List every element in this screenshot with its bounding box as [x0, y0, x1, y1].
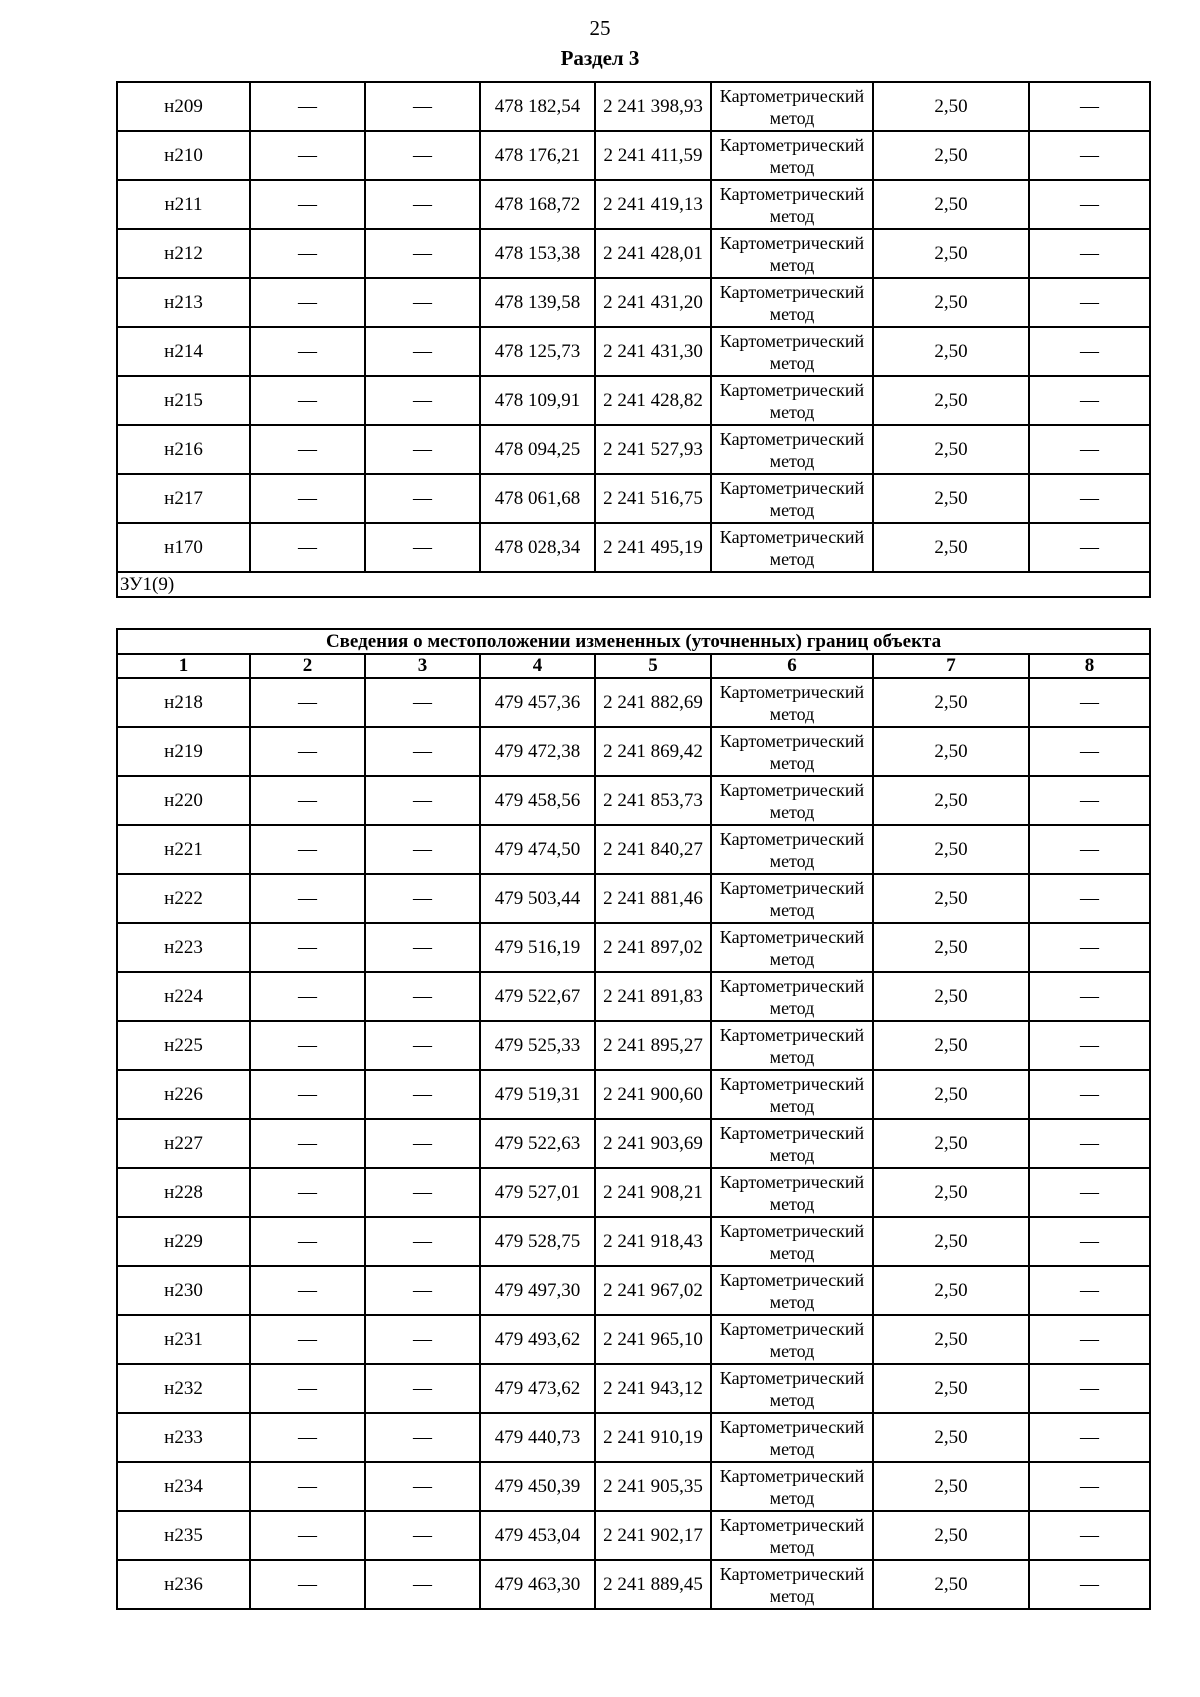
description-cell: — — [1029, 776, 1150, 825]
y-coordinate-cell: 2 241 889,45 — [595, 1560, 711, 1609]
empty-x-cell: — — [250, 1462, 365, 1511]
x-coordinate-cell: 479 525,33 — [480, 1021, 595, 1070]
empty-x-cell: — — [250, 1168, 365, 1217]
y-coordinate-cell: 2 241 900,60 — [595, 1070, 711, 1119]
empty-y-cell: — — [365, 972, 480, 1021]
description-cell: — — [1029, 1168, 1150, 1217]
y-coordinate-cell: 2 241 516,75 — [595, 474, 711, 523]
accuracy-cell: 2,50 — [873, 1364, 1029, 1413]
description-cell: — — [1029, 727, 1150, 776]
empty-x-cell: — — [250, 923, 365, 972]
y-coordinate-cell: 2 241 882,69 — [595, 678, 711, 727]
accuracy-cell: 2,50 — [873, 474, 1029, 523]
method-cell: Картометрический метод — [711, 923, 873, 972]
point-name-cell: н232 — [117, 1364, 250, 1413]
table-2-body — [117, 678, 1150, 1609]
point-name-cell: н229 — [117, 1217, 250, 1266]
table-row — [117, 1168, 1150, 1217]
empty-y-cell: — — [365, 1119, 480, 1168]
y-coordinate-cell: 2 241 902,17 — [595, 1511, 711, 1560]
accuracy-cell: 2,50 — [873, 776, 1029, 825]
empty-x-cell: — — [250, 523, 365, 572]
description-cell: — — [1029, 278, 1150, 327]
accuracy-cell: 2,50 — [873, 923, 1029, 972]
description-cell: — — [1029, 1315, 1150, 1364]
empty-y-cell: — — [365, 1413, 480, 1462]
point-name-cell: н235 — [117, 1511, 250, 1560]
empty-x-cell: — — [250, 1511, 365, 1560]
description-cell: — — [1029, 131, 1150, 180]
y-coordinate-cell: 2 241 897,02 — [595, 923, 711, 972]
y-coordinate-cell: 2 241 967,02 — [595, 1266, 711, 1315]
point-name-cell: н216 — [117, 425, 250, 474]
table-row — [117, 972, 1150, 1021]
y-coordinate-cell: 2 241 853,73 — [595, 776, 711, 825]
method-cell: Картометрический метод — [711, 874, 873, 923]
x-coordinate-cell: 479 522,63 — [480, 1119, 595, 1168]
x-coordinate-cell: 479 463,30 — [480, 1560, 595, 1609]
description-cell: — — [1029, 1266, 1150, 1315]
x-coordinate-cell: 479 453,04 — [480, 1511, 595, 1560]
y-coordinate-cell: 2 241 419,13 — [595, 180, 711, 229]
x-coordinate-cell: 479 519,31 — [480, 1070, 595, 1119]
table-row — [117, 1217, 1150, 1266]
y-coordinate-cell: 2 241 895,27 — [595, 1021, 711, 1070]
description-cell: — — [1029, 474, 1150, 523]
column-number: 5 — [595, 654, 711, 678]
empty-x-cell: — — [250, 131, 365, 180]
empty-y-cell: — — [365, 678, 480, 727]
x-coordinate-cell: 479 457,36 — [480, 678, 595, 727]
point-name-cell: н223 — [117, 923, 250, 972]
table-row — [117, 278, 1150, 327]
empty-x-cell: — — [250, 972, 365, 1021]
point-name-cell: н230 — [117, 1266, 250, 1315]
method-cell: Картометрический метод — [711, 776, 873, 825]
empty-x-cell: — — [250, 425, 365, 474]
accuracy-cell: 2,50 — [873, 825, 1029, 874]
table-row — [117, 1315, 1150, 1364]
y-coordinate-cell: 2 241 495,19 — [595, 523, 711, 572]
x-coordinate-cell: 478 125,73 — [480, 327, 595, 376]
x-coordinate-cell: 479 450,39 — [480, 1462, 595, 1511]
empty-y-cell: — — [365, 1021, 480, 1070]
accuracy-cell: 2,50 — [873, 131, 1029, 180]
empty-x-cell: — — [250, 278, 365, 327]
accuracy-cell: 2,50 — [873, 425, 1029, 474]
method-cell: Картометрический метод — [711, 1364, 873, 1413]
empty-y-cell: — — [365, 1315, 480, 1364]
y-coordinate-cell: 2 241 869,42 — [595, 727, 711, 776]
x-coordinate-cell: 478 094,25 — [480, 425, 595, 474]
x-coordinate-cell: 478 139,58 — [480, 278, 595, 327]
accuracy-cell: 2,50 — [873, 1168, 1029, 1217]
table-row — [117, 474, 1150, 523]
method-cell: Картометрический метод — [711, 727, 873, 776]
point-name-cell: н211 — [117, 180, 250, 229]
table-row — [117, 425, 1150, 474]
method-cell: Картометрический метод — [711, 327, 873, 376]
x-coordinate-cell: 479 503,44 — [480, 874, 595, 923]
empty-x-cell: — — [250, 874, 365, 923]
parcel-label: ЗУ1(9) — [117, 572, 1150, 597]
description-cell: — — [1029, 180, 1150, 229]
accuracy-cell: 2,50 — [873, 327, 1029, 376]
method-cell: Картометрический метод — [711, 1021, 873, 1070]
empty-y-cell: — — [365, 82, 480, 131]
empty-x-cell: — — [250, 1413, 365, 1462]
point-name-cell: н217 — [117, 474, 250, 523]
accuracy-cell: 2,50 — [873, 1266, 1029, 1315]
empty-x-cell: — — [250, 1021, 365, 1070]
description-cell: — — [1029, 82, 1150, 131]
empty-x-cell: — — [250, 1364, 365, 1413]
coordinates-table-1 — [116, 81, 1151, 598]
y-coordinate-cell: 2 241 881,46 — [595, 874, 711, 923]
method-cell: Картометрический метод — [711, 678, 873, 727]
table-row — [117, 1021, 1150, 1070]
method-cell: Картометрический метод — [711, 1413, 873, 1462]
table-row — [117, 131, 1150, 180]
description-cell: — — [1029, 376, 1150, 425]
x-coordinate-cell: 478 061,68 — [480, 474, 595, 523]
method-cell: Картометрический метод — [711, 1217, 873, 1266]
y-coordinate-cell: 2 241 905,35 — [595, 1462, 711, 1511]
table-row — [117, 1070, 1150, 1119]
table-row — [117, 180, 1150, 229]
empty-y-cell: — — [365, 425, 480, 474]
accuracy-cell: 2,50 — [873, 1511, 1029, 1560]
table-row — [117, 825, 1150, 874]
method-cell: Картометрический метод — [711, 1462, 873, 1511]
table-2-caption: Сведения о местоположении измененных (уточненных) границ объекта — [117, 629, 1150, 654]
table-row — [117, 1511, 1150, 1560]
table-row — [117, 229, 1150, 278]
point-name-cell: н236 — [117, 1560, 250, 1609]
point-name-cell: н220 — [117, 776, 250, 825]
description-cell: — — [1029, 923, 1150, 972]
description-cell: — — [1029, 327, 1150, 376]
empty-x-cell: — — [250, 1119, 365, 1168]
empty-x-cell: — — [250, 1070, 365, 1119]
table-row — [117, 1266, 1150, 1315]
description-cell: — — [1029, 874, 1150, 923]
empty-y-cell: — — [365, 278, 480, 327]
method-cell: Картометрический метод — [711, 1560, 873, 1609]
method-cell: Картометрический метод — [711, 1168, 873, 1217]
table-row — [117, 1119, 1150, 1168]
method-cell: Картометрический метод — [711, 180, 873, 229]
empty-y-cell: — — [365, 727, 480, 776]
y-coordinate-cell: 2 241 891,83 — [595, 972, 711, 1021]
method-cell: Картометрический метод — [711, 131, 873, 180]
point-name-cell: н219 — [117, 727, 250, 776]
accuracy-cell: 2,50 — [873, 278, 1029, 327]
method-cell: Картометрический метод — [711, 474, 873, 523]
accuracy-cell: 2,50 — [873, 727, 1029, 776]
description-cell: — — [1029, 972, 1150, 1021]
x-coordinate-cell: 479 497,30 — [480, 1266, 595, 1315]
table-row — [117, 727, 1150, 776]
accuracy-cell: 2,50 — [873, 229, 1029, 278]
empty-y-cell: — — [365, 376, 480, 425]
point-name-cell: н209 — [117, 82, 250, 131]
empty-y-cell: — — [365, 874, 480, 923]
y-coordinate-cell: 2 241 910,19 — [595, 1413, 711, 1462]
y-coordinate-cell: 2 241 428,82 — [595, 376, 711, 425]
point-name-cell: н212 — [117, 229, 250, 278]
description-cell: — — [1029, 1217, 1150, 1266]
point-name-cell: н231 — [117, 1315, 250, 1364]
accuracy-cell: 2,50 — [873, 1413, 1029, 1462]
y-coordinate-cell: 2 241 527,93 — [595, 425, 711, 474]
x-coordinate-cell: 479 458,56 — [480, 776, 595, 825]
empty-y-cell: — — [365, 1168, 480, 1217]
empty-y-cell: — — [365, 1364, 480, 1413]
empty-y-cell: — — [365, 923, 480, 972]
empty-y-cell: — — [365, 523, 480, 572]
empty-y-cell: — — [365, 229, 480, 278]
table-row — [117, 678, 1150, 727]
description-cell: — — [1029, 1070, 1150, 1119]
empty-x-cell: — — [250, 1560, 365, 1609]
x-coordinate-cell: 478 153,38 — [480, 229, 595, 278]
accuracy-cell: 2,50 — [873, 1119, 1029, 1168]
y-coordinate-cell: 2 241 965,10 — [595, 1315, 711, 1364]
column-number: 2 — [250, 654, 365, 678]
table-row — [117, 82, 1150, 131]
x-coordinate-cell: 479 440,73 — [480, 1413, 595, 1462]
point-name-cell: н228 — [117, 1168, 250, 1217]
empty-y-cell: — — [365, 1560, 480, 1609]
method-cell: Картометрический метод — [711, 425, 873, 474]
description-cell: — — [1029, 523, 1150, 572]
empty-x-cell: — — [250, 327, 365, 376]
method-cell: Картометрический метод — [711, 523, 873, 572]
point-name-cell: н222 — [117, 874, 250, 923]
point-name-cell: н224 — [117, 972, 250, 1021]
accuracy-cell: 2,50 — [873, 1217, 1029, 1266]
empty-x-cell: — — [250, 1266, 365, 1315]
table-2-caption-row — [117, 629, 1150, 654]
table-row — [117, 874, 1150, 923]
y-coordinate-cell: 2 241 428,01 — [595, 229, 711, 278]
accuracy-cell: 2,50 — [873, 376, 1029, 425]
empty-y-cell: — — [365, 474, 480, 523]
accuracy-cell: 2,50 — [873, 180, 1029, 229]
x-coordinate-cell: 479 527,01 — [480, 1168, 595, 1217]
description-cell: — — [1029, 425, 1150, 474]
column-number-row — [117, 654, 1150, 678]
accuracy-cell: 2,50 — [873, 523, 1029, 572]
y-coordinate-cell: 2 241 903,69 — [595, 1119, 711, 1168]
empty-y-cell: — — [365, 1511, 480, 1560]
x-coordinate-cell: 478 168,72 — [480, 180, 595, 229]
empty-x-cell: — — [250, 825, 365, 874]
y-coordinate-cell: 2 241 411,59 — [595, 131, 711, 180]
description-cell: — — [1029, 1462, 1150, 1511]
table-row — [117, 1462, 1150, 1511]
table-row — [117, 327, 1150, 376]
description-cell: — — [1029, 1560, 1150, 1609]
point-name-cell: н227 — [117, 1119, 250, 1168]
accuracy-cell: 2,50 — [873, 1560, 1029, 1609]
empty-y-cell: — — [365, 825, 480, 874]
table-row — [117, 1364, 1150, 1413]
empty-x-cell: — — [250, 229, 365, 278]
table-1-body — [117, 82, 1150, 572]
description-cell: — — [1029, 1413, 1150, 1462]
accuracy-cell: 2,50 — [873, 1070, 1029, 1119]
description-cell: — — [1029, 1021, 1150, 1070]
point-name-cell: н215 — [117, 376, 250, 425]
x-coordinate-cell: 479 472,38 — [480, 727, 595, 776]
point-name-cell: н233 — [117, 1413, 250, 1462]
point-name-cell: н225 — [117, 1021, 250, 1070]
point-name-cell: н226 — [117, 1070, 250, 1119]
description-cell: — — [1029, 1364, 1150, 1413]
method-cell: Картометрический метод — [711, 1119, 873, 1168]
table-row — [117, 1413, 1150, 1462]
table-row — [117, 1560, 1150, 1609]
accuracy-cell: 2,50 — [873, 1315, 1029, 1364]
empty-x-cell: — — [250, 474, 365, 523]
empty-y-cell: — — [365, 1217, 480, 1266]
table-1-footer-row — [117, 572, 1150, 597]
method-cell: Картометрический метод — [711, 1266, 873, 1315]
empty-x-cell: — — [250, 727, 365, 776]
empty-y-cell: — — [365, 1070, 480, 1119]
y-coordinate-cell: 2 241 943,12 — [595, 1364, 711, 1413]
table-row — [117, 923, 1150, 972]
method-cell: Картометрический метод — [711, 1511, 873, 1560]
description-cell: — — [1029, 825, 1150, 874]
point-name-cell: н170 — [117, 523, 250, 572]
empty-x-cell: — — [250, 776, 365, 825]
accuracy-cell: 2,50 — [873, 874, 1029, 923]
page-number: 25 — [589, 16, 611, 40]
method-cell: Картометрический метод — [711, 82, 873, 131]
empty-y-cell: — — [365, 776, 480, 825]
x-coordinate-cell: 479 474,50 — [480, 825, 595, 874]
x-coordinate-cell: 479 493,62 — [480, 1315, 595, 1364]
method-cell: Картометрический метод — [711, 229, 873, 278]
column-number: 1 — [117, 654, 250, 678]
column-number: 4 — [480, 654, 595, 678]
point-name-cell: н214 — [117, 327, 250, 376]
table-row — [117, 776, 1150, 825]
description-cell: — — [1029, 678, 1150, 727]
method-cell: Картометрический метод — [711, 1070, 873, 1119]
x-coordinate-cell: 478 109,91 — [480, 376, 595, 425]
empty-x-cell: — — [250, 376, 365, 425]
table-row — [117, 523, 1150, 572]
point-name-cell: н221 — [117, 825, 250, 874]
accuracy-cell: 2,50 — [873, 1462, 1029, 1511]
description-cell: — — [1029, 1119, 1150, 1168]
point-name-cell: н213 — [117, 278, 250, 327]
empty-y-cell: — — [365, 1266, 480, 1315]
point-name-cell: н210 — [117, 131, 250, 180]
accuracy-cell: 2,50 — [873, 82, 1029, 131]
section-title: Раздел 3 — [560, 46, 640, 70]
column-number: 8 — [1029, 654, 1150, 678]
column-number: 7 — [873, 654, 1029, 678]
point-name-cell: н218 — [117, 678, 250, 727]
y-coordinate-cell: 2 241 918,43 — [595, 1217, 711, 1266]
method-cell: Картометрический метод — [711, 376, 873, 425]
empty-x-cell: — — [250, 82, 365, 131]
x-coordinate-cell: 478 028,34 — [480, 523, 595, 572]
accuracy-cell: 2,50 — [873, 972, 1029, 1021]
x-coordinate-cell: 479 473,62 — [480, 1364, 595, 1413]
method-cell: Картометрический метод — [711, 825, 873, 874]
empty-x-cell: — — [250, 1315, 365, 1364]
x-coordinate-cell: 479 522,67 — [480, 972, 595, 1021]
empty-y-cell: — — [365, 1462, 480, 1511]
table-row — [117, 376, 1150, 425]
description-cell: — — [1029, 229, 1150, 278]
method-cell: Картометрический метод — [711, 1315, 873, 1364]
empty-y-cell: — — [365, 131, 480, 180]
empty-x-cell: — — [250, 1217, 365, 1266]
x-coordinate-cell: 479 516,19 — [480, 923, 595, 972]
method-cell: Картометрический метод — [711, 278, 873, 327]
description-cell: — — [1029, 1511, 1150, 1560]
y-coordinate-cell: 2 241 431,20 — [595, 278, 711, 327]
point-name-cell: н234 — [117, 1462, 250, 1511]
y-coordinate-cell: 2 241 908,21 — [595, 1168, 711, 1217]
accuracy-cell: 2,50 — [873, 678, 1029, 727]
coordinates-table-2 — [116, 628, 1151, 1610]
column-number: 6 — [711, 654, 873, 678]
x-coordinate-cell: 479 528,75 — [480, 1217, 595, 1266]
method-cell: Картометрический метод — [711, 972, 873, 1021]
x-coordinate-cell: 478 182,54 — [480, 82, 595, 131]
accuracy-cell: 2,50 — [873, 1021, 1029, 1070]
empty-x-cell: — — [250, 180, 365, 229]
empty-y-cell: — — [365, 327, 480, 376]
column-number: 3 — [365, 654, 480, 678]
x-coordinate-cell: 478 176,21 — [480, 131, 595, 180]
y-coordinate-cell: 2 241 840,27 — [595, 825, 711, 874]
y-coordinate-cell: 2 241 431,30 — [595, 327, 711, 376]
empty-x-cell: — — [250, 678, 365, 727]
empty-y-cell: — — [365, 180, 480, 229]
y-coordinate-cell: 2 241 398,93 — [595, 82, 711, 131]
